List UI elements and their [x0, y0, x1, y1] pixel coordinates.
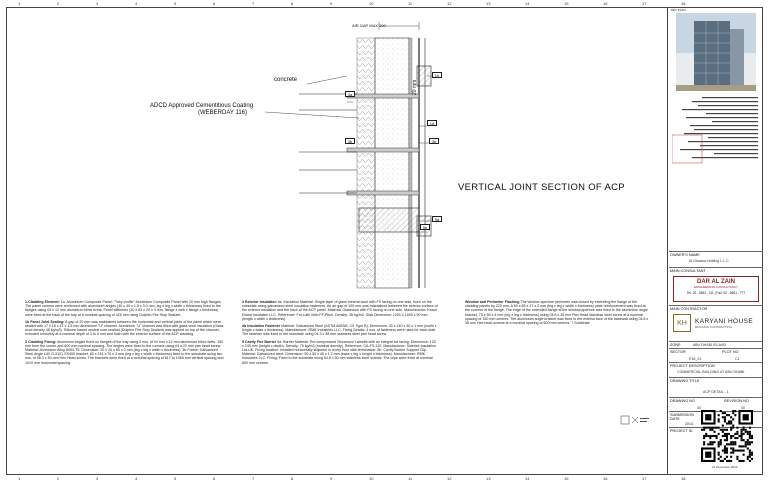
note-head: 3 Cladding Fixing: — [25, 339, 57, 344]
owner-row — [669, 251, 763, 264]
note-head: 4b Insulation Fastener — [242, 324, 281, 329]
consultant-label: MAIN CONSULTANT — [670, 269, 706, 273]
drawing-title-row — [669, 377, 763, 397]
project-row — [669, 362, 763, 376]
zone-row — [669, 341, 763, 347]
contractor-logo — [673, 314, 759, 332]
note-body: The window aperture perimeter was closed by extending the flange of the cladding panels by 220 mm. A 60 x 65 x 17 x 2 mm (leg x leg x width x thickness) plate reinforcement was fixed at the corners of the flange. The edge of the extended flange at the window aperture was fixed to the aluminium angle bracket, 75 x 50 x 4 mm (leg x leg x thickness) using 04.8 x 35 mm Pan Head stainless steel screw at a nominal spacing of 150 mm centres. The aluminium angle bracket was fixed to the exterior face of the basewall using 04.8 x 38 mm Hex head screws at a nominal spacing of 600 mm centres. 7 Substrate — [465, 300, 649, 326]
drawing-title: VERTICAL JOINT SECTION OF ACP — [458, 182, 625, 193]
coating-label-sub: (WEBERDAY 116) — [198, 110, 248, 116]
grid-number: 7 — [252, 476, 255, 481]
grid-number: 16 — [603, 1, 608, 6]
grid-number: 3 — [96, 476, 99, 481]
callout-1a: 1a — [427, 120, 437, 126]
grid-numbers-bottom — [8, 476, 686, 482]
plot-label: PLOT NO — [722, 350, 739, 354]
notes-column-2 — [242, 300, 438, 368]
project-label: PROJECT DESCRIPTION — [670, 364, 715, 368]
consultant-phone: Tel: 02 - 6661 - 111 | Fax: 02 - 6661 - 777 — [686, 291, 746, 295]
note-body: 1a. Aluminium Composite Panel: "Tuky profile" Aluminium Composite Panel with 20 mm high flanges. The panel corners were reinforced with aluminium angles (40 x 40 x 1.5 x 3.0 mm, leg x leg x width x thickness) fixed to the flanges using 04 x 12 mm aluminium blind rivets. Panel stiffeners (20 x 63 x 20 x 4 mm, flange x web x flange x thickness) were fixed at the back of the bay at a nominal spacing of 425 mm using Dolphin Fire Stop Sealant. — [25, 300, 222, 317]
fire-barrier — [359, 208, 419, 232]
grid-number: 12 — [447, 1, 452, 6]
note-body: Material: Galvanized Steel (ASTM A653M, CS Type B). Dimension: 30 x 140 x 30 x 1 mm (width x length x base x thickness). Manufacturer: RMK Industries LLC. Fixing Details: 4 nos. of fasteners were used for each slab. The fastener was fixed to the substrate using 04.3 x 38 mm stainless steel pan head screw. — [242, 324, 437, 337]
sector-row — [669, 348, 763, 362]
grid-number: 13 — [486, 1, 491, 6]
contractor-sub: BUILDING CONTRACTING — [695, 324, 733, 329]
grid-number: 17 — [642, 1, 647, 6]
grid-number: 1 — [18, 1, 21, 6]
grid-number: 7 — [252, 1, 255, 6]
note-head: 1-Cladding Element: — [25, 300, 60, 304]
note-body: Aluminium angles fixed on flanges of the tray using 2 nos. of 04 mm x 12 mm aluminium blind rivets. 150 mm from the corner and 600 mm nominal spacing. The angles were fixed to the runners using 04 x 22 mm pan head screw. Material: Aluminium Alloy 6063-T5. Dimension: 20 x 20 x 60 x 2 mm (leg x leg x width x thickness). 3b Frame: Galvanized Steel Angle L40 G-3101 SS400 bracket, 60 x 214 x 70 x 3 mm (leg x leg x width x thickness) fixed to the substrate using two nos. of 08.3 x 50 mm Hex Head screw. The brackets were fixed at a nominal spacing of 617 to 1065 mm vertical spacing and 1010 mm horizontal spacing. — [25, 339, 224, 365]
grid-number: 17 — [642, 476, 647, 481]
concrete-label: concrete — [274, 77, 298, 83]
notes-column-3 — [465, 300, 650, 328]
note-body: 4a. Insulation Material: Single layer of glass mineral wool with FS facing on one side, fixed on the substrate using galvanized steel insulation fasteners. An air gap of 100 mm was maintained between the exterior surface of the exterior insulation and the back of the ACP panel. Material: Glasswool with FS facing on one side. Manufacturer: Knauf Extest Insulation LLC. Reference: Fur-Lath Web FF-Pitch. Density: 36 kg/m3. Slab Dimension: 1200 x 1500 x 50 mm (length x width x thickness). — [242, 300, 438, 321]
drawing-no-row — [669, 397, 763, 411]
note-head: 4 Exterior Insulation — [242, 300, 277, 304]
grid-number: 8 — [291, 1, 294, 6]
sector-value: E18_01 — [689, 357, 702, 361]
grid-number: 4 — [135, 1, 138, 6]
callout-3b: 3b — [429, 138, 439, 144]
project-id-label: PROJECT ID — [670, 429, 693, 433]
note-head: 1b Panel Joint Sealing: — [25, 319, 65, 324]
grid-number: 3 — [96, 1, 99, 6]
callout-4b: 4b — [345, 138, 355, 144]
dimension-20mm: 20 mm — [412, 79, 418, 95]
note-head: 5 Cavity Fire Barrier — [242, 339, 277, 344]
grid-number: 10 — [369, 1, 374, 6]
arabic-notes — [672, 95, 760, 167]
grid-number: 8 — [291, 476, 294, 481]
contractor-emblem-icon: KH — [673, 314, 691, 332]
callout-5b: 5b — [420, 224, 430, 230]
contractor-name: KARYANI HOUSE — [695, 317, 754, 325]
title-block — [667, 7, 763, 475]
drawing-title-value: ACP DETAIL - 1 — [703, 390, 729, 394]
grid-number: 6 — [213, 1, 216, 6]
grid-number: 16 — [603, 476, 608, 481]
consultant-logo — [673, 276, 759, 302]
grid-number: 10 — [369, 476, 374, 481]
grid-number: 14 — [525, 476, 530, 481]
zone-value: ABU DHABI ISLAND — [692, 343, 727, 347]
owner-name: Al Ghaana Holding L.L.C — [689, 259, 729, 263]
grid-number: 14 — [525, 1, 530, 6]
grid-number: 2 — [57, 476, 60, 481]
grid-number: 9 — [330, 476, 333, 481]
consultant-row — [669, 267, 763, 307]
zone-label: ZONE — [670, 343, 681, 347]
air-gap-dimension: AIR GAP MAX 100 — [352, 23, 386, 28]
notes-column-1 — [25, 300, 225, 368]
callout-5a: 5a — [432, 216, 442, 222]
grid-number: 2 — [57, 1, 60, 6]
contractor-row — [669, 305, 763, 341]
grid-number: 4 — [135, 476, 138, 481]
grid-number: 1 — [18, 476, 21, 481]
grid-number: 11 — [408, 476, 413, 481]
grid-number: 9 — [330, 1, 333, 6]
contractor-label: MAIN CONTRACTOR — [670, 307, 708, 311]
concrete-substrate — [375, 38, 409, 288]
grid-number: 18 — [681, 476, 686, 481]
grid-number: 15 — [564, 476, 569, 481]
sector-label: SECTOR — [670, 350, 686, 354]
note-body: 5a. Barrier Material: Pre-compressed Stonewool Lamella with an integral foil facing. Dimension: 120 x 245 mm (height x depth). Density: 75 kg/m3 (nominal density). Reference: CA-FS-120. Manufacturer: Siderise Insulation Ltd-UK. Fixing location: Installed horizontally adjacent to every floor slab termination. 5b. Cavity Barrier Support Clip. Material: Galvanized steel. Dimension: 50 x 50 x 45 x 1.2 mm (base x leg x height x thickness). Manufacturer: RMK Industries LLC. Fixing: Fixed to the substrate using 04.8 x 50 mm stainless steel screws. The clips were fixed at nominal 600 mm centres. — [242, 339, 436, 365]
grid-number: 6 — [213, 476, 216, 481]
qr-date: 21 December 2022 — [712, 465, 738, 469]
grid-number: 5 — [174, 476, 177, 481]
stamp-mark — [620, 415, 650, 425]
drawing-no-label: DRAWING NO — [670, 399, 695, 403]
project-value: COMMERCIAL BUILDING AT ABU DHABI — [677, 370, 745, 374]
grid-number: 18 — [681, 1, 686, 6]
submission-value: 20/11 — [685, 422, 694, 426]
callout-4a: 4a — [345, 91, 355, 97]
grid-number: 15 — [564, 1, 569, 6]
note-body: A gap of 20 mm was maintained between the horizontal and vertical joints of the panel which were sealed with 17 x 16 x 17 x 1.5 mm Aluminium "U" channel. Aluminium "U" channel was filled with glass wool insulation (Glass wool density 48 kg/m3). Silicone based neutral cure sealant (Dolphin Fire Stop Sealant) was applied on top of the channel, extruded smoothly at a nominal depth of 3 to 5 mm and flush with the exterior surface of the ACP cladding. — [25, 319, 224, 337]
key-plan-label: KEY PLAN — [671, 8, 686, 12]
drawing-title-label: DRAWING TITLE — [670, 379, 700, 383]
insulation-layer — [357, 38, 375, 288]
submission-label: SUBMISSION DATE — [670, 413, 694, 421]
revision-value: 00 — [741, 406, 745, 410]
owner-label: OWNER'S NAME — [670, 253, 700, 257]
coating-label: ADCD Approved Cementitious Coating — [150, 103, 254, 109]
drawing-no-value: 04 — [697, 406, 701, 410]
consultant-name: DAR AL ZAIN — [697, 279, 735, 285]
revision-label: REVISION NO — [724, 399, 749, 403]
grid-number: 13 — [486, 476, 491, 481]
note-head: Window and Perimeter Flashing — [465, 300, 520, 304]
callout-1b: 1b — [432, 72, 442, 78]
section-drawing — [7, 8, 667, 298]
building-photo — [676, 13, 756, 91]
plot-value: C1 — [735, 357, 740, 361]
grid-number: 5 — [174, 1, 177, 6]
coating-layer — [409, 38, 412, 288]
qr-code-icon — [701, 410, 753, 462]
grid-number: 12 — [447, 476, 452, 481]
grid-number: 11 — [408, 1, 413, 6]
consultant-sub: ENGINEERING CONSULTANCY — [693, 285, 739, 289]
